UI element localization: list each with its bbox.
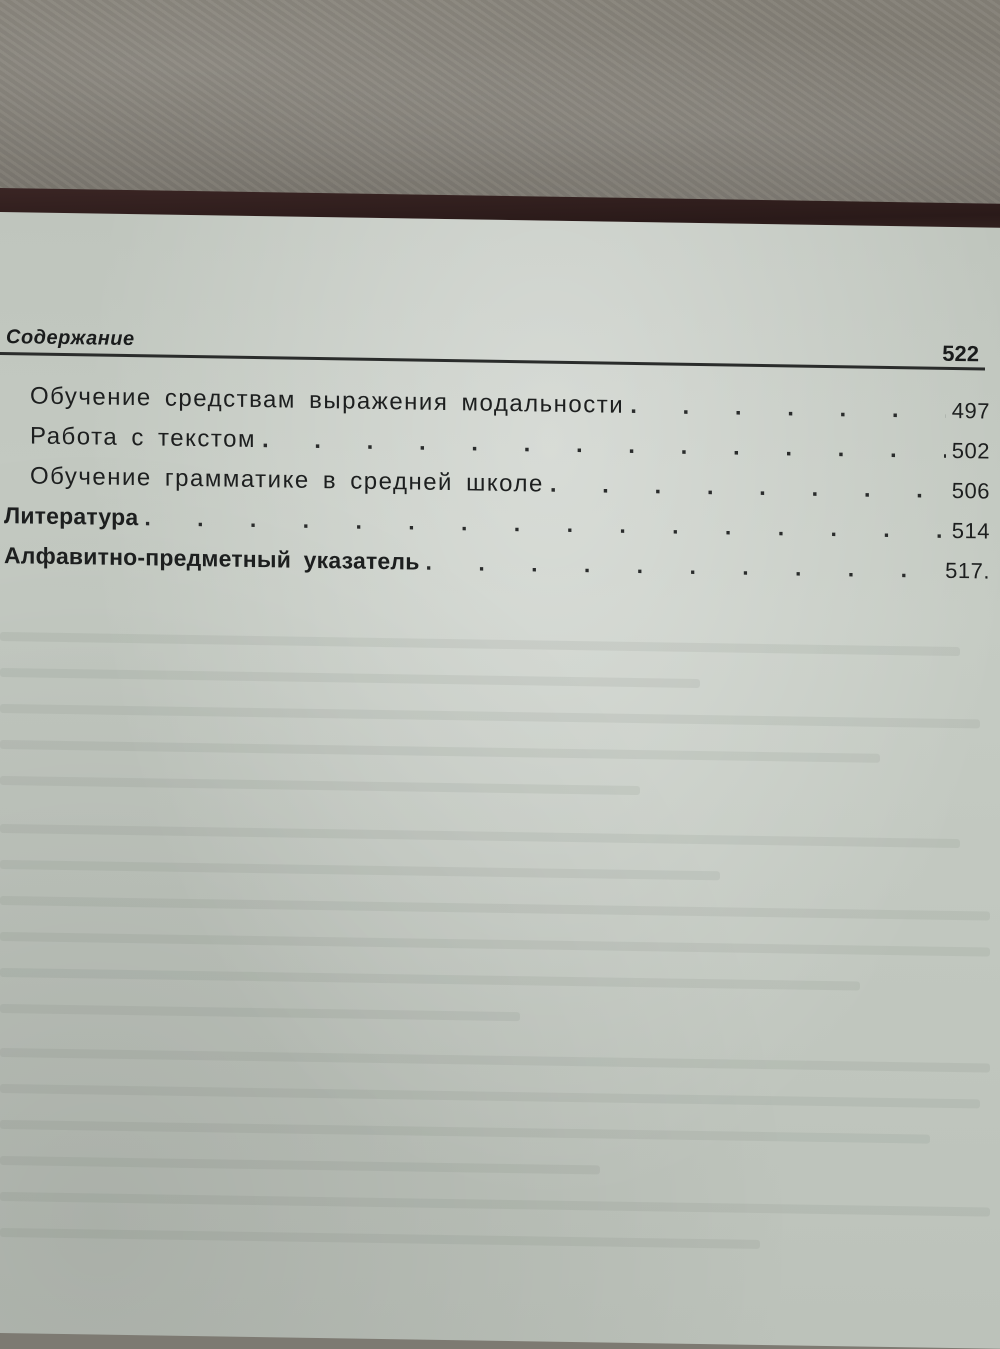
background-surface [0,0,1000,215]
show-through-line [0,1120,930,1144]
toc-entry-title: Работа с текстом [30,422,256,454]
toc-entry-page: 517. [945,557,990,584]
show-through-line [0,824,960,848]
show-through-line [0,704,980,728]
show-through-line [0,1192,990,1217]
show-through-line [0,1004,520,1021]
show-through-line [0,896,990,921]
toc-leader-dots [630,392,946,425]
show-through-line [0,740,880,763]
running-header-page-number: 522 [942,340,979,367]
show-through-line [0,968,860,991]
toc-entry-page: 506 [951,477,990,504]
toc-entry-title: Обучение средствам выражения модальности [30,382,625,419]
toc-entry-page: 514 [951,517,990,544]
book-page [0,212,1000,1349]
show-through-line [0,776,640,795]
show-through-line [0,668,700,688]
show-through-line [0,860,720,880]
table-of-contents [0,382,990,598]
running-header-title: Содержание [6,326,135,351]
show-through-line [0,1156,600,1174]
toc-entry-page: 497 [951,397,990,424]
show-through-line [0,632,960,656]
toc-entry-page: 502 [951,437,990,464]
toc-leader-dots [550,471,946,505]
toc-entry-title: Литература [4,502,139,531]
toc-entry-title: Обучение грамматике в средней школе [30,462,544,498]
show-through-line [0,932,990,957]
toc-entry-title: Алфавитно-предметный указатель [4,542,420,575]
show-through-line [0,1048,990,1073]
show-through-line [0,1228,760,1249]
show-through-line [0,1084,980,1108]
